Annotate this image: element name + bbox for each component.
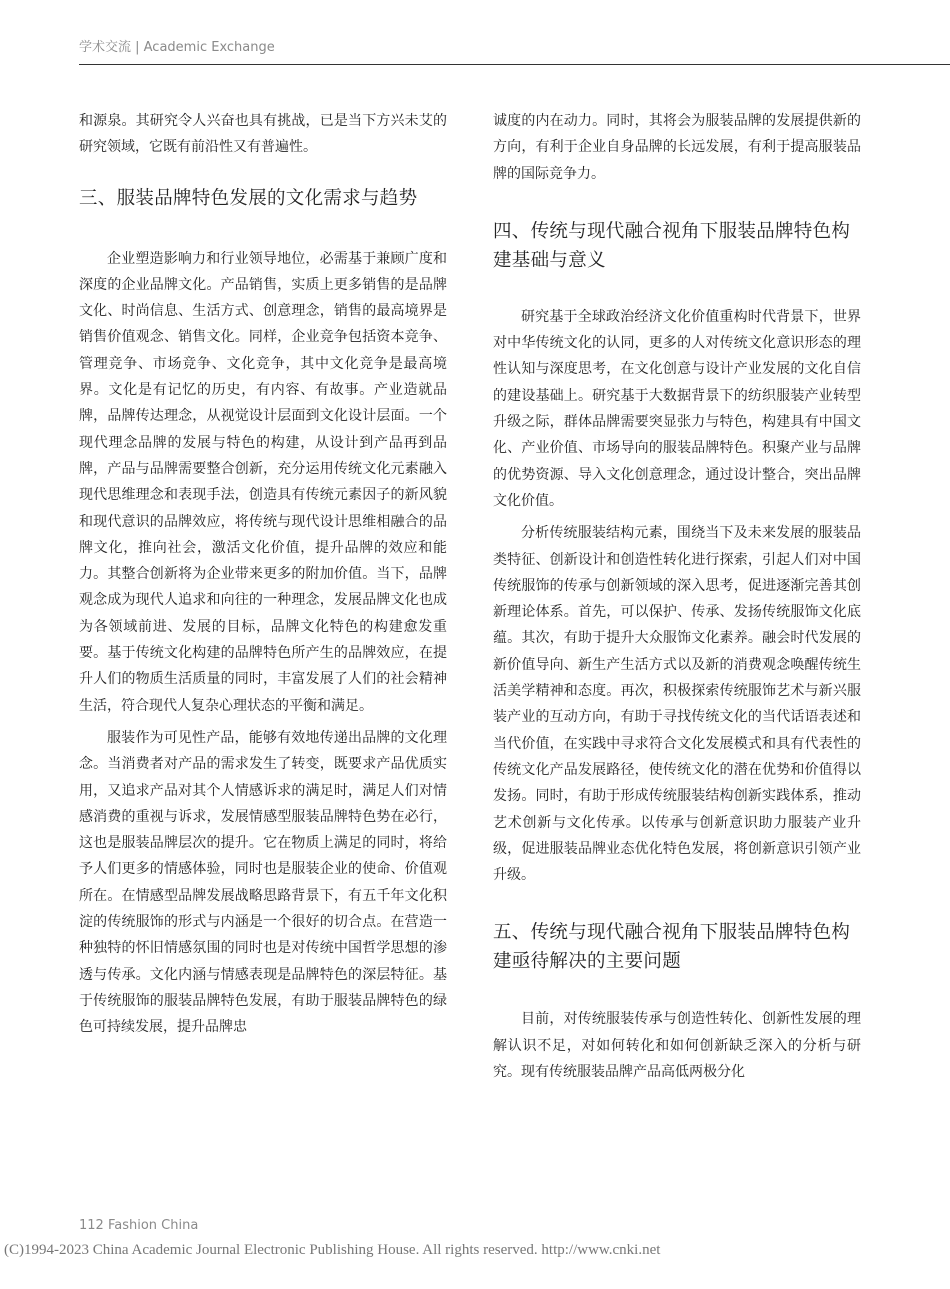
footer-page-number: 112 Fashion China [79, 1218, 199, 1233]
section-4-heading: 四、传统与现代融合视角下服装品牌特色构建基础与意义 [493, 220, 851, 271]
section-5-heading: 五、传统与现代融合视角下服装品牌特色构建亟待解决的主要问题 [493, 922, 851, 973]
continued-paragraph: 诚度的内在动力。同时，其将会为服装品牌的发展提供新的方向，有利于企业自身品牌的长远发展，有利于提高服装品牌的国际竞争力。 [493, 113, 861, 182]
right-column [493, 108, 861, 1085]
intro-paragraph: 和源泉。其研究令人兴奋也具有挑战，已是当下方兴未艾的研究领域，它既有前沿性又有普遍性。 [79, 113, 447, 156]
header-rule [79, 64, 950, 65]
left-column [79, 108, 447, 1041]
section-3-paragraph-1: 企业塑造影响力和行业领导地位，必需基于兼顾广度和深度的企业品牌文化。产品销售，实质上更多销售的是品牌文化、时尚信息、生活方式、创意理念，销售的最高境界是销售价值观念、销售文化。同样，企业竞争包括资本竞争、管理竞争、市场竞争、文化竞争，其中文化竞争是最高境界。文化是有记忆的历史，有内容、有故事。产业造就品牌，品牌传达理念，从视觉设计层面到文化设计层面。一个现代理念品牌的发展与特色的构建，从设计到产品再到品牌，产品与品牌需要整合创新，充分运用传统文化元素融入现代思维理念和表现手法，创造具有传统元素因子的新风貌和现代意识的品牌效应，将传统与现代设计思维相融合的品牌文化，推向社会，激活文化价值，提升品牌的效应和能力。其整合创新将为企业带来更多的附加价值。当下，品牌观念成为现代人追求和向往的一种理念，发展品牌文化也成为各领域前进、发展的目标，品牌文化特色的构建愈发重要。基于传统文化构建的品牌特色所产生的品牌效应，在提升人们的物质生活质量的同时，丰富发展了人们的社会精神生活，符合现代人复杂心理状态的平衡和满足。 [79, 250, 447, 714]
section-5-paragraph-1: 目前，对传统服装传承与创造性转化、创新性发展的理解认识不足，对如何转化和如何创新缺乏深入的分析与研究。现有传统服装品牌产品高低两极分化 [493, 1011, 861, 1081]
section-3-heading: 三、服装品牌特色发展的文化需求与趋势 [79, 187, 418, 209]
section-3-paragraph-2: 服装作为可见性产品，能够有效地传递出品牌的文化理念。当消费者对产品的需求发生了转变，既要求产品优质实用，又追求产品对其个人情感诉求的满足时，满足人们对情感消费的重视与诉求，发展情感型服装品牌特色势在必行，这也是服装品牌层次的提升。它在物质上满足的同时，将给予人们更多的情感体验，同时也是服装企业的使命、价值观所在。在情感型品牌发展战略思路背景下，有五千年文化积淀的传统服饰的形式与内涵是一个很好的切合点。在营造一种独特的怀旧情感氛围的同时也是对传统中国哲学思想的渗透与传承。文化内涵与情感表现是品牌特色的深层特征。基于传统服饰的服装品牌特色发展，有助于服装品牌特色的绿色可持续发展，提升品牌忠 [79, 729, 447, 1036]
section-4-paragraph-1: 研究基于全球政治经济文化价值重构时代背景下，世界对中华传统文化的认同，更多的人对传统文化意识形态的理性认知与深度思考，在文化创意与设计产业发展的文化自信的建设基础上。研究基于大数据背景下的纺织服装产业转型升级之际，群体品牌需要突显张力与特色，构建具有中国文化、产业价值、市场导向的服装品牌特色。积聚产业与品牌的优势资源、导入文化创意理念，通过设计整合，突出品牌文化价值。 [493, 308, 861, 509]
running-head: 学术交流 | Academic Exchange [79, 40, 275, 55]
section-4-paragraph-2: 分析传统服装结构元素，围绕当下及未来发展的服装品类特征、创新设计和创造性转化进行探索，引起人们对中国传统服饰的传承与创新领域的深入思考，促进逐渐完善其创新理论体系。首先，可以保护、传承、发扬传统服饰文化底蕴。其次，有助于提升大众服饰文化素养。融会时代发展的新价值导向、新生产生活方式以及新的消费观念唤醒传统生活美学精神和态度。再次，积极探索传统服饰艺术与新兴服装产业的互动方向，有助于寻找传统文化的当代话语表述和当代价值，在实践中寻求符合文化发展模式和具有代表性的传统文化产品发展路径，使传统文化的潜在优势和价值得以发扬。同时，有助于形成传统服装结构创新实践体系，推动艺术创新与文化传承。以传承与创新意识助力服装产业升级，促进服装品牌业态优化特色发展，将创新意识引领产业升级。 [493, 525, 861, 884]
copyright-notice: (C)1994-2023 China Academic Journal Electronic Publishing House. All rights reserved. http://www.cnki.net [4, 1242, 661, 1258]
